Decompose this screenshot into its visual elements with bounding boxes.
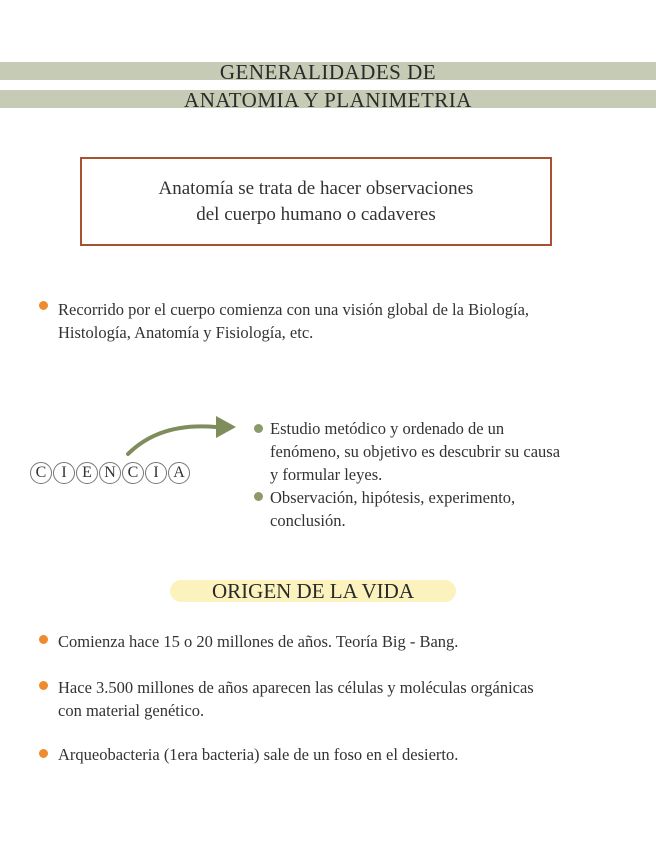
origin-bullet-icon <box>39 681 48 690</box>
definition-line-2: del cuerpo humano o cadaveres <box>196 203 436 225</box>
ciencia-point-2-line: Observación, hipótesis, experimento, <box>270 488 516 507</box>
intro-line-2: Histología, Anatomía y Fisiología, etc. <box>58 323 314 342</box>
ciencia-letter: I <box>53 462 75 484</box>
ciencia-point-2 <box>270 486 640 532</box>
ciencia-point-1 <box>270 417 640 486</box>
origin-item-line: con material genético. <box>58 701 205 720</box>
ciencia-letter: I <box>145 462 167 484</box>
origin-heading: ORIGEN DE LA VIDA <box>211 579 414 603</box>
intro-bullet-icon <box>39 301 48 310</box>
page-title-line-1: GENERALIDADES DE <box>219 60 437 84</box>
ciencia-letter: A <box>168 462 190 484</box>
ciencia-letter: E <box>76 462 98 484</box>
origin-item <box>58 630 648 653</box>
ciencia-letter: N <box>99 462 121 484</box>
ciencia-point-1-line: y formular leyes. <box>270 465 383 484</box>
intro-line-1: Recorrido por el cuerpo comienza con una visión global de la Biología, <box>58 300 530 319</box>
origin-bullet-icon <box>39 635 48 644</box>
origin-item-line: Arqueobacteria (1era bacteria) sale de un foso en el desierto. <box>58 745 459 764</box>
origin-item-line: Hace 3.500 millones de años aparecen las células y moléculas orgánicas <box>58 678 534 697</box>
definition-box <box>80 157 552 246</box>
origin-item <box>58 676 648 722</box>
ciencia-point-2-line: conclusión. <box>270 511 346 530</box>
ciencia-word <box>30 462 191 484</box>
ciencia-bullet-icon <box>254 492 263 501</box>
curved-arrow-icon <box>120 410 250 460</box>
definition-line-1: Anatomía se trata de hacer observaciones <box>158 177 474 199</box>
origin-bullet-icon <box>39 749 48 758</box>
ciencia-point-1-line: fenómeno, su objetivo es descubrir su causa <box>270 442 561 461</box>
ciencia-point-1-line: Estudio metódico y ordenado de un <box>270 419 505 438</box>
ciencia-letter: C <box>30 462 52 484</box>
origin-item-line: Comienza hace 15 o 20 millones de años. Teoría Big - Bang. <box>58 632 459 651</box>
page-title-line-2: ANATOMIA Y PLANIMETRIA <box>184 88 472 112</box>
origin-item <box>58 743 648 766</box>
ciencia-letter: C <box>122 462 144 484</box>
intro-text <box>58 298 648 344</box>
ciencia-bullet-icon <box>254 424 263 433</box>
